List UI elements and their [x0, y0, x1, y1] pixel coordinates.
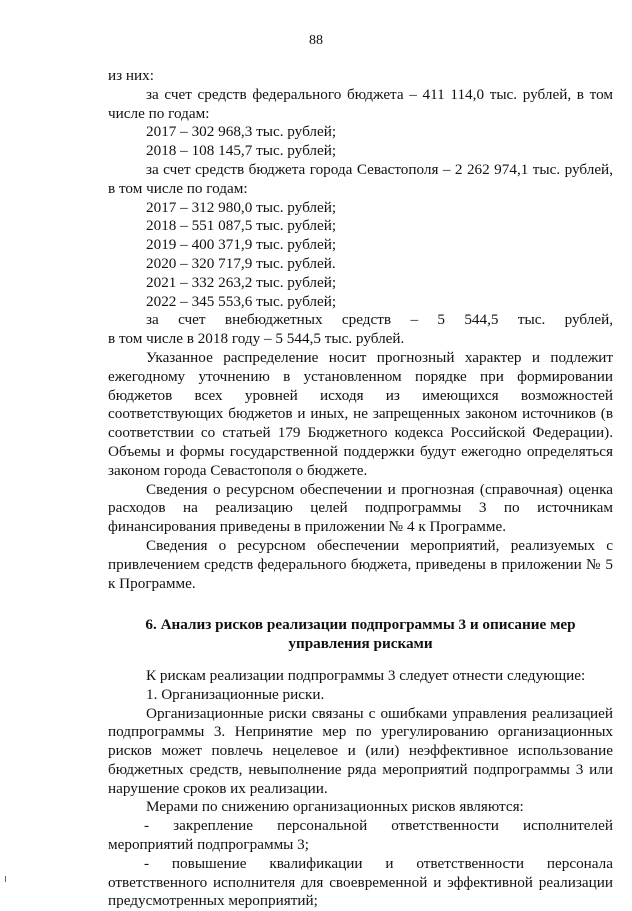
paragraph-distribution-note: Указанное распределение носит прогнозный характер и подлежит ежегодному уточнению в установленном порядке при формировании бюджетов всех уровней исходя из имеющихся возможностей соответствующих бюджетов и иных, не запрещенных законом источников (в соответствии со статьей 179 Бюджетного кодекса Российской Федерации). Объемы и формы государственной поддержки будут ежегодно определяться законом города Севастополя о бюджете.: [108, 348, 613, 479]
paragraph-resource-info-appendix-4: Сведения о ресурсном обеспечении и прогнозная (справочная) оценка расходов на реализацию целей подпрограммы 3 по источникам финансирования приведены в приложении № 4 к Программе.: [108, 480, 613, 536]
paragraph-intro: из них:: [108, 67, 154, 84]
list-item-2018-city: 2018 – 551 087,5 тыс. рублей;: [146, 217, 337, 235]
paragraph-extrabudgetary-2018: в том числе в 2018 году – 5 544,5 тыс. рублей.: [108, 330, 405, 348]
list-item-responsibility: - закрепление персональной ответственности исполнителей мероприятий подпрограммы 3;: [108, 817, 613, 854]
list-item-2021-city: 2021 – 332 263,2 тыс. рублей;: [146, 273, 337, 291]
paragraph-federal-budget: за счет средств федерального бюджета – 411 114,0 тыс. рублей, в том числе по годам:: [108, 85, 613, 122]
list-item-2017-city: 2017 – 312 980,0 тыс. рублей;: [146, 198, 337, 216]
list-item-2022-city: 2022 – 345 553,6 тыс. рублей;: [146, 292, 337, 310]
paragraph-risks-intro: К рискам реализации подпрограммы 3 следует отнести следующие:: [146, 666, 586, 684]
scan-mark: [5, 876, 6, 882]
list-item-2018-federal: 2018 – 108 145,7 тыс. рублей;: [146, 142, 337, 160]
list-item-2020-city: 2020 – 320 717,9 тыс. рублей.: [146, 254, 336, 272]
list-item-2019-city: 2019 – 400 371,9 тыс. рублей;: [146, 236, 337, 254]
paragraph-risk-measures: Мерами по снижению организационных рисков являются:: [146, 798, 524, 816]
document-body: [108, 67, 613, 911]
paragraph-city-budget: за счет средств бюджета города Севастополя – 2 262 974,1 тыс. рублей, в том числе по годам:: [108, 160, 613, 197]
paragraph-resource-info-appendix-5: Сведения о ресурсном обеспечении мероприятий, реализуемых с привлечением средств федерального бюджета, приведены в приложении № 5 к Программе.: [108, 536, 613, 592]
paragraph-extrabudgetary: за счет внебюджетных средств – 5 544,5 тыс. рублей,: [146, 311, 613, 329]
section-heading: 6. Анализ рисков реализации подпрограммы 3 и описание мер управления рисками: [145, 616, 576, 653]
paragraph-organizational-risks: Организационные риски связаны с ошибками управления реализацией подпрограммы 3. Непринятие мер по урегулированию организационных рисков может повлечь нецелевое и (или) неэффективное использование бюджетных средств, невыполнение ряда мероприятий подпрограммы 3 или нарушение сроков их реализации.: [108, 704, 613, 797]
list-item-2017-federal: 2017 – 302 968,3 тыс. рублей;: [146, 123, 337, 141]
list-item-qualification: - повышение квалификации и ответственности персонала ответственного исполнителя для своевременной и эффективной реализации предусмотренных мероприятий;: [108, 854, 613, 910]
page-number: 88: [309, 33, 323, 48]
paragraph-organizational-risks-title: 1. Организационные риски.: [146, 685, 325, 703]
